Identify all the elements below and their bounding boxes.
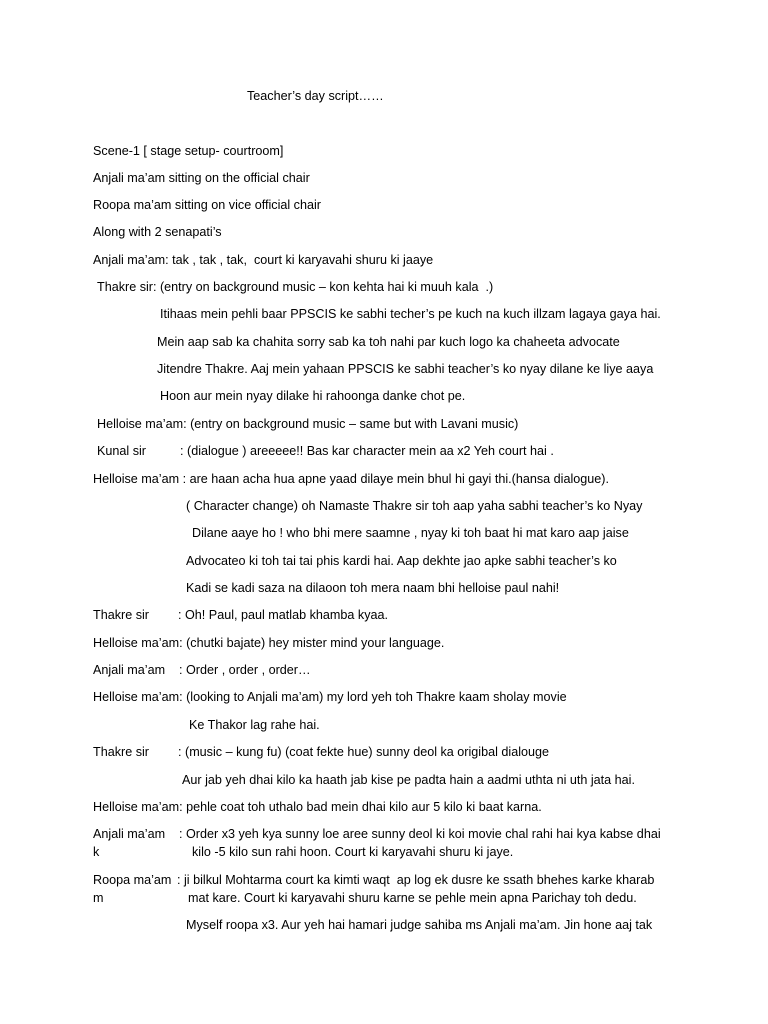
speaker-label-wrap: m <box>93 891 104 905</box>
script-line: Roopa ma’am sitting on vice official chair <box>93 198 321 212</box>
speaker-label: Anjali ma’am <box>93 827 166 841</box>
script-line: Kadi se kadi saza na dilaoon toh mera naam bhi helloise paul nahi! <box>186 581 560 595</box>
script-line: Hoon aur mein nyay dilake hi rahoonga danke chot pe. <box>160 389 466 403</box>
script-line: ( Character change) oh Namaste Thakre sir toh aap yaha sabhi teacher’s ko Nyay <box>186 499 643 513</box>
speaker-label: Thakre sir <box>93 608 149 622</box>
dialogue-text: : (dialogue ) areeeee!! Bas kar character mein aa x2 Yeh court hai . <box>180 444 554 458</box>
dialogue-text-wrap: mat kare. Court ki karyavahi shuru karne se pehle mein apna Parichay toh dedu. <box>188 891 637 905</box>
script-line: Helloise ma’am: (entry on background music – same but with Lavani music) <box>97 417 519 431</box>
speaker-label: Roopa ma’am <box>93 873 172 887</box>
script-line: Aur jab yeh dhai kilo ka haath jab kise pe padta hain a aadmi uthta ni uth jata hai. <box>182 773 635 787</box>
script-line: Helloise ma’am: (chutki bajate) hey mister mind your language. <box>93 636 445 650</box>
speaker-label: Thakre sir <box>93 745 149 759</box>
dialogue-text: : Order , order , order… <box>179 663 311 677</box>
speaker-label: Kunal sir <box>97 444 146 458</box>
script-line: Anjali ma’am sitting on the official chair <box>93 171 310 185</box>
dialogue-text: : (music – kung fu) (coat fekte hue) sunny deol ka origibal dialouge <box>178 745 550 759</box>
script-line: Along with 2 senapati’s <box>93 225 222 239</box>
dialogue-text: : Oh! Paul, paul matlab khamba kyaa. <box>178 608 389 622</box>
script-line: Itihaas mein pehli baar PPSCIS ke sabhi techer’s pe kuch na kuch illzam lagaya gaya hai. <box>160 307 661 321</box>
dialogue-text: : Order x3 yeh kya sunny loe aree sunny deol ki koi movie chal rahi hai kya kabse dhai <box>179 827 661 841</box>
script-line: Helloise ma’am: pehle coat toh uthalo bad mein dhai kilo aur 5 kilo ki baat karna. <box>93 800 542 814</box>
script-line: Anjali ma’am: tak , tak , tak, court ki karyavahi shuru ki jaaye <box>93 253 434 267</box>
dialogue-text-wrap: kilo -5 kilo sun rahi hoon. Court ki karyavahi shuru ki jaye. <box>192 845 514 859</box>
script-line: Myself roopa x3. Aur yeh hai hamari judge sahiba ms Anjali ma’am. Jin hone aaj tak <box>186 918 653 932</box>
speaker-label-wrap: k <box>93 845 100 859</box>
script-line: Scene-1 [ stage setup- courtroom] <box>93 144 284 158</box>
dialogue-text: : ji bilkul Mohtarma court ka kimti waqt ap log ek dusre ke ssath bhehes karke kharab <box>177 873 655 887</box>
script-line: Dilane aaye ho ! who bhi mere saamne , nyay ki toh baat hi mat karo aap jaise <box>192 526 629 540</box>
script-line: Jitendre Thakre. Aaj mein yahaan PPSCIS ke sabhi teacher’s ko nyay dilane ke liye aaya <box>157 362 654 376</box>
script-line: Thakre sir: (entry on background music – kon kehta hai ki muuh kala .) <box>97 280 494 294</box>
script-line: Helloise ma’am: (looking to Anjali ma’am) my lord yeh toh Thakre kaam sholay movie <box>93 690 567 704</box>
script-line: Ke Thakor lag rahe hai. <box>189 718 320 732</box>
script-line: Helloise ma’am : are haan acha hua apne yaad dilaye mein bhul hi gayi thi.(hansa dialogue). <box>93 472 609 486</box>
script-line: Advocateo ki toh tai tai phis kardi hai. Aap dekhte jao apke sabhi teacher’s ko <box>186 554 617 568</box>
speaker-label: Anjali ma’am <box>93 663 166 677</box>
document-title: Teacher’s day script…… <box>247 89 384 103</box>
script-line: Mein aap sab ka chahita sorry sab ka toh nahi par kuch logo ka chaheeta advocate <box>157 335 620 349</box>
